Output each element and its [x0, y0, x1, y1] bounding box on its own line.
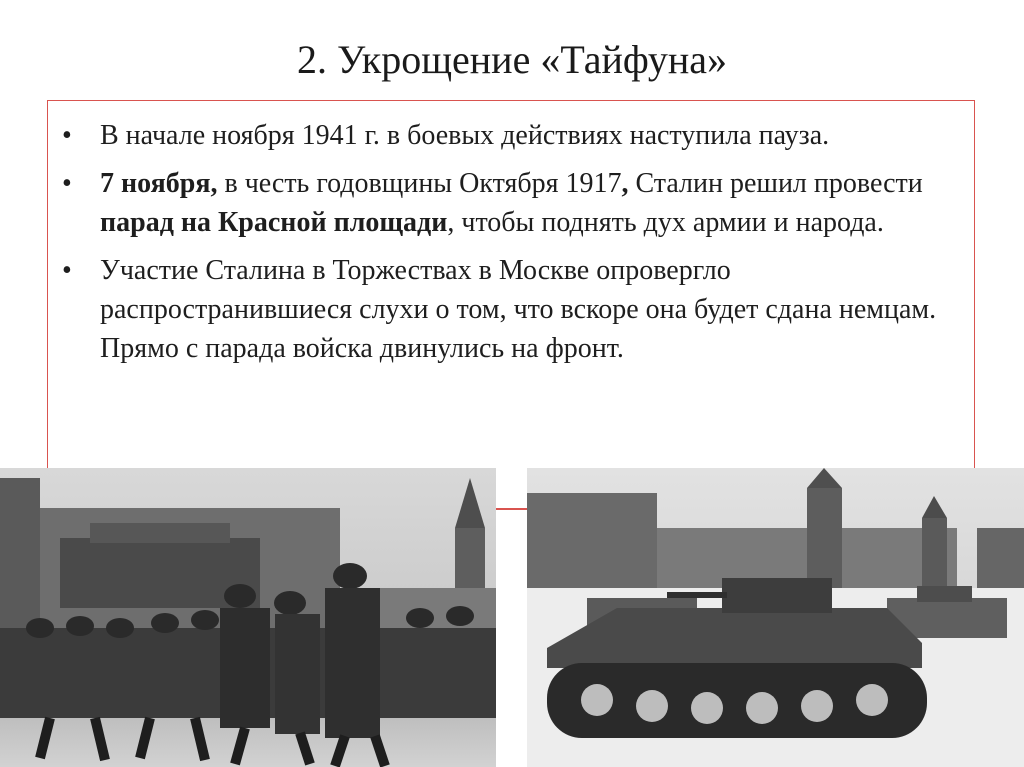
bullet-marker: •	[62, 120, 72, 151]
bullet-marker: •	[62, 255, 72, 286]
bullet-item	[60, 251, 965, 368]
bullet-list	[60, 116, 965, 377]
bullet-item	[60, 164, 965, 242]
photo-divider-line	[496, 508, 527, 509]
bullet-text: Участие Сталина в Торжествах в Москве опровергло распространившиеся слухи о том, что вскоре она будет сдана немцам. Прямо с парада войска двинулись на фронт.	[100, 255, 937, 364]
bullet-text: в честь годовщины Октября 1917	[217, 168, 622, 199]
tanks-parade-photo	[527, 468, 1024, 767]
soldiers-marching-image	[0, 468, 496, 767]
slide-title: 2. Укрощение «Тайфуна»	[296, 37, 728, 82]
bullet-text: В начале ноября 1941 г. в боевых действиях наступила пауза.	[100, 120, 830, 151]
bullet-item	[60, 116, 965, 155]
bullet-text: , чтобы поднять дух армии и народа.	[447, 207, 884, 238]
tanks-red-square-image	[527, 468, 1024, 767]
soldiers-parade-photo	[0, 468, 496, 767]
bullet-text: Сталин решил провести	[628, 168, 923, 199]
bullet-text-bold: ,	[621, 168, 629, 199]
bullet-text-bold: 7 ноября,	[100, 168, 218, 199]
bullet-text-bold: парад на Красной площади	[100, 207, 448, 238]
bullet-marker: •	[62, 168, 72, 199]
